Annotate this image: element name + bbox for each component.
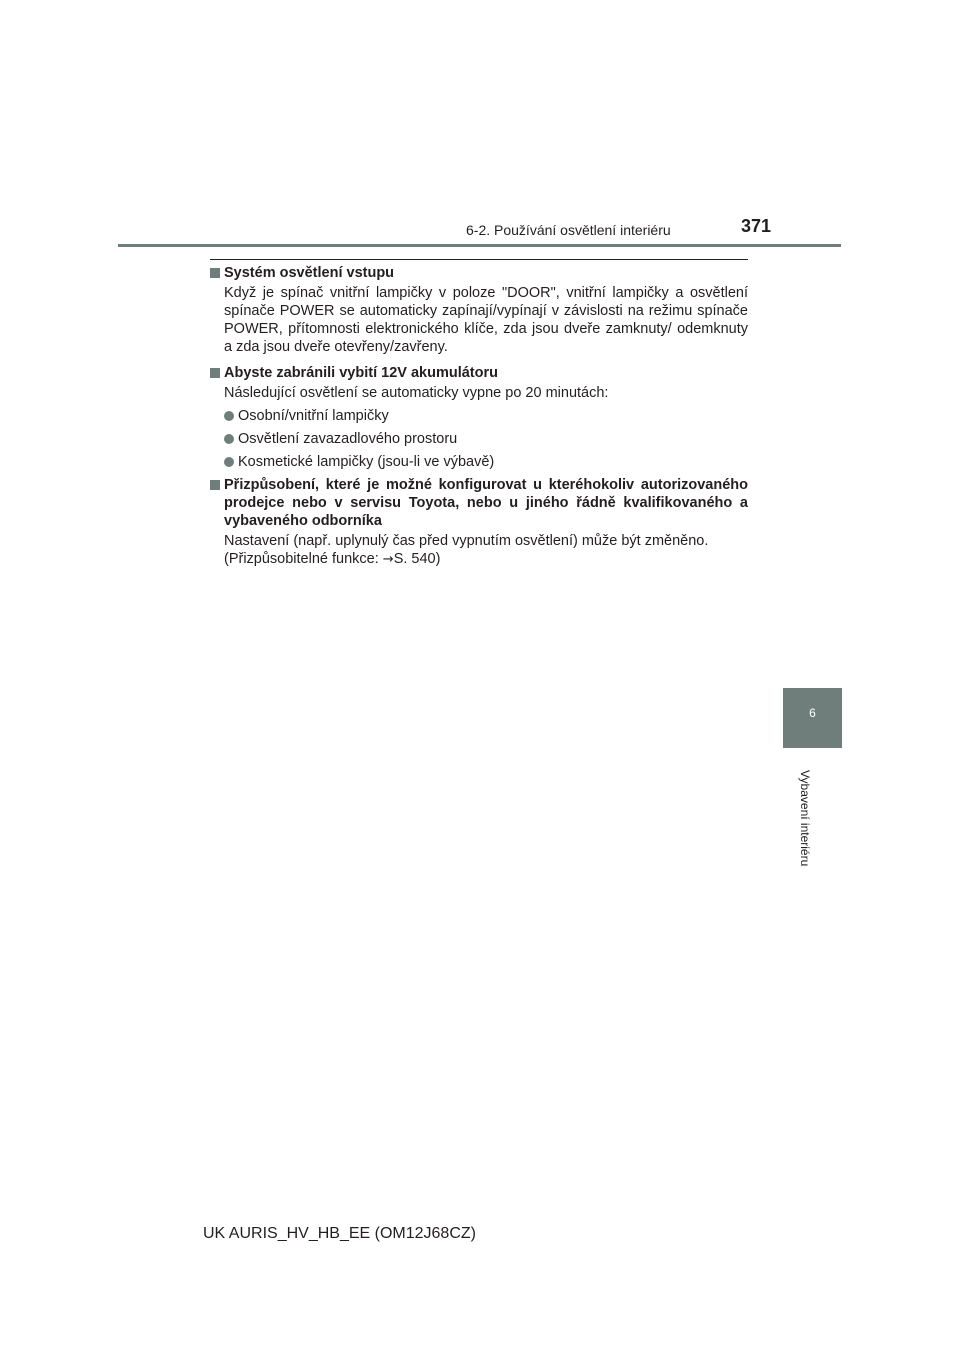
paragraph-prefix: (Přizpůsobitelné funkce: <box>224 551 383 567</box>
square-bullet-icon <box>210 480 220 490</box>
header-divider <box>118 244 841 247</box>
list-item <box>210 430 748 448</box>
list-item-text: Osobní/vnitřní lampičky <box>238 408 389 424</box>
page-reference-link[interactable]: S. 540) <box>393 551 441 567</box>
section-heading <box>210 364 748 382</box>
square-bullet-icon <box>210 368 220 378</box>
document-code: UK AURIS_HV_HB_EE (OM12J68CZ) <box>203 1225 476 1242</box>
round-bullet-icon <box>224 457 234 467</box>
chapter-label: Vybavení interiéru <box>798 770 812 867</box>
section-heading <box>210 476 748 530</box>
list-item-text: Kosmetické lampičky (jsou-li ve výbavě) <box>238 454 495 470</box>
heading-text: Abyste zabránili vybití 12V akumulátoru <box>224 365 498 381</box>
section-paragraph: Následující osvětlení se automaticky vypne po 20 minutách: <box>224 385 609 401</box>
round-bullet-icon <box>224 411 234 421</box>
list-item <box>210 407 748 425</box>
heading-text: Přizpůsobení, které je možné konfigurovat u kteréhokoliv autorizovaného prodejce nebo v servisu Toyota, nebo u jiného řádně kvalifikovaného a vybaveného odborníka <box>224 477 748 529</box>
content-divider <box>210 259 748 260</box>
section-heading <box>210 264 748 282</box>
chapter-tab[interactable] <box>783 688 842 748</box>
round-bullet-icon <box>224 434 234 444</box>
list-item <box>210 453 748 471</box>
list-item-text: Osvětlení zavazadlového prostoru <box>238 431 458 447</box>
paragraph-line: Nastavení (např. uplynulý čas před vypnutím osvětlení) může být změněno. <box>224 533 709 549</box>
section-title: 6-2. Používání osvětlení interiéru <box>466 222 671 238</box>
arrow-right-icon: → <box>382 552 394 567</box>
square-bullet-icon <box>210 268 220 278</box>
page-content <box>210 264 748 569</box>
heading-text: Systém osvětlení vstupu <box>224 265 395 281</box>
page-number: 371 <box>741 216 772 236</box>
section-paragraph: Když je spínač vnitřní lampičky v poloze "DOOR", vnitřní lampičky a osvětlení spínače POWER se automaticky zapínají/vypínají v závislosti na režimu spínače POWER, přítomnosti elektronického klíče, zda jsou dveře zamknuty/ odemknuty a zda jsou dveře otevřeny/zavřeny. <box>224 285 748 355</box>
section-paragraph <box>224 532 748 569</box>
chapter-number: 6 <box>809 706 816 720</box>
paragraph-line <box>224 550 748 569</box>
